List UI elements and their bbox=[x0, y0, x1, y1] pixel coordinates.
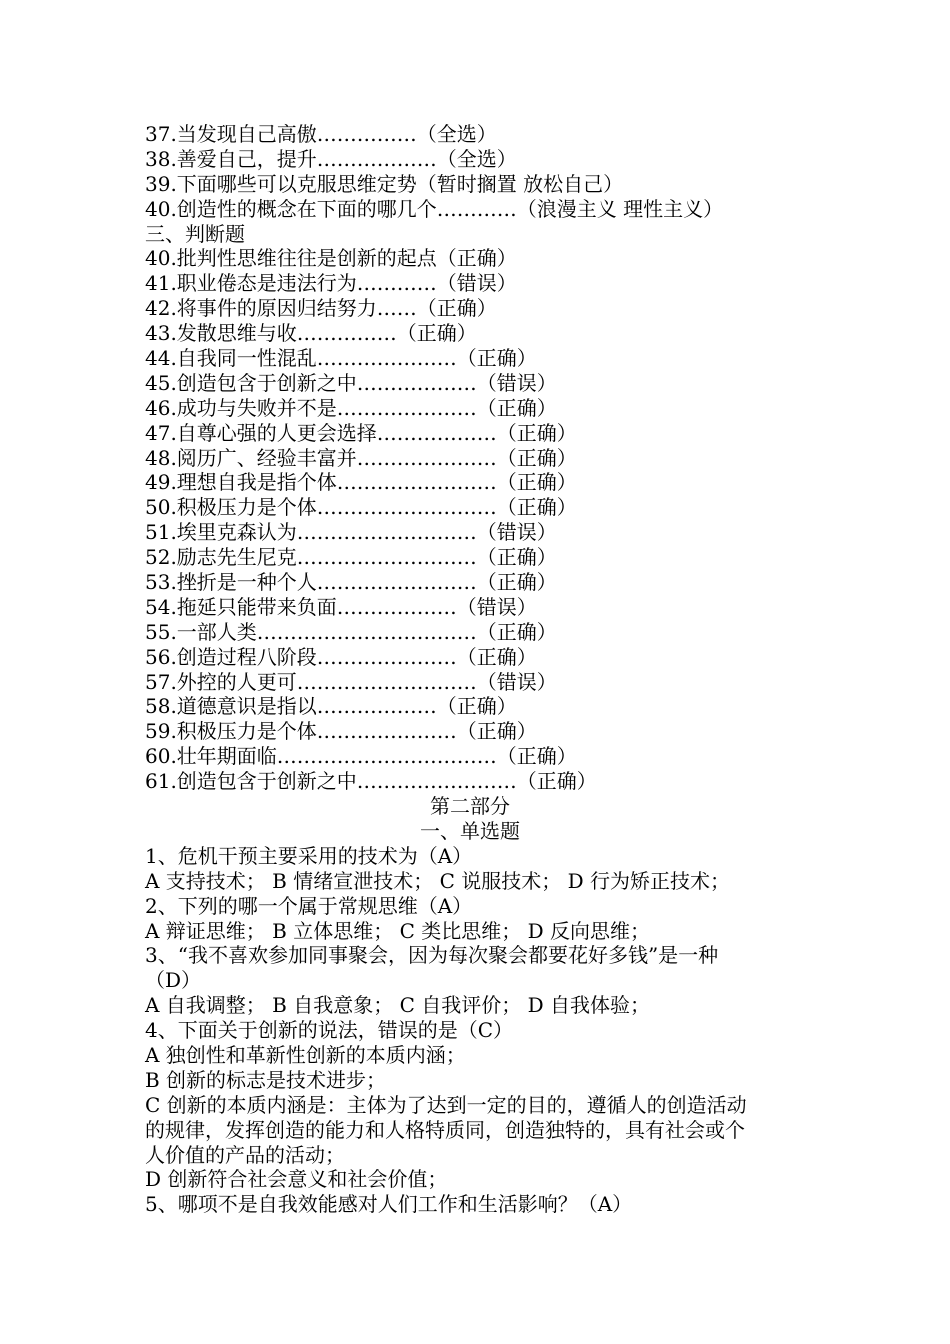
question-line: 37.当发现自己高傲……………（全选） bbox=[145, 122, 497, 146]
question-line: 58.道德意识是指以………………（正确） bbox=[145, 694, 517, 719]
question-line: 45.创造包含于创新之中………………（错误） bbox=[145, 370, 557, 395]
question-line: 44.自我同一性混乱…………………（正确） bbox=[145, 346, 537, 371]
question-line: 41.职业倦态是违法行为…………（错误） bbox=[145, 271, 517, 296]
part2-subheading: 一、单选题 bbox=[420, 818, 520, 843]
question-line: B 创新的标志是技术进步； bbox=[145, 1067, 387, 1092]
question-line: 1、危机干预主要采用的技术为（A） bbox=[145, 843, 473, 868]
question-line: 39.下面哪些可以克服思维定势（暂时搁置 放松自己） bbox=[145, 171, 624, 196]
question-line: 的规律，发挥创造的能力和人格特质同，创造独特的，具有社会或个 bbox=[145, 1117, 745, 1142]
question-line: 40.创造性的概念在下面的哪几个…………（浪漫主义 理性主义） bbox=[145, 196, 724, 221]
question-line: 49.理想自我是指个体……………………（正确） bbox=[145, 470, 577, 495]
question-line: A 支持技术； B 情绪宣泄技术； C 说服技术； D 行为矫正技术； bbox=[145, 868, 730, 893]
question-line: 59.积极压力是个体…………………（正确） bbox=[145, 719, 537, 744]
question-line: 38.善爱自己，提升………………（全选） bbox=[145, 146, 517, 171]
question-line: C 创新的本质内涵是：主体为了达到一定的目的，遵循人的创造活动 bbox=[145, 1092, 747, 1117]
question-line: 三、判断题 bbox=[145, 221, 245, 246]
question-line: D 创新符合社会意义和社会价值； bbox=[145, 1167, 448, 1192]
question-line: 2、下列的哪一个属于常规思维（A） bbox=[145, 893, 473, 918]
question-line: （D） bbox=[145, 968, 202, 993]
question-line: 57.外控的人更可………………………（错误） bbox=[145, 669, 557, 694]
part2-heading: 第二部分 bbox=[430, 794, 510, 819]
question-line: A 自我调整； B 自我意象； C 自我评价； D 自我体验； bbox=[145, 993, 650, 1018]
question-line: 61.创造包含于创新之中……………………（正确） bbox=[145, 769, 597, 794]
question-line: 54.拖延只能带来负面………………（错误） bbox=[145, 594, 537, 619]
question-line: 50.积极压力是个体………………………（正确） bbox=[145, 495, 577, 520]
part2-list bbox=[145, 844, 825, 1217]
question-line: 47.自尊心强的人更会选择………………（正确） bbox=[145, 420, 577, 445]
question-line: 5、哪项不是自我效能感对人们工作和生活影响？（A） bbox=[145, 1192, 633, 1217]
question-line: 48.阅历广、经验丰富并…………………（正确） bbox=[145, 445, 577, 470]
question-line: 52.励志先生尼克………………………（正确） bbox=[145, 545, 557, 570]
question-line: 55.一部人类……………………………（正确） bbox=[145, 619, 557, 644]
question-line: 51.埃里克森认为………………………（错误） bbox=[145, 520, 557, 545]
question-line: 4、下面关于创新的说法，错误的是（C） bbox=[145, 1018, 514, 1043]
question-line: A 辩证思维； B 立体思维； C 类比思维； D 反向思维； bbox=[145, 918, 650, 943]
question-line: 40.批判性思维往往是创新的起点（正确） bbox=[145, 246, 517, 271]
question-line: 人价值的产品的活动； bbox=[145, 1142, 345, 1167]
question-line: 43.发散思维与收……………（正确） bbox=[145, 321, 477, 346]
question-line: 46.成功与失败并不是…………………（正确） bbox=[145, 395, 557, 420]
question-line: 3、“我不喜欢参加同事聚会，因为每次聚会都要花好多钱”是一种 bbox=[145, 943, 719, 968]
document-page bbox=[145, 122, 825, 1217]
question-line: A 独创性和革新性创新的本质内涵； bbox=[145, 1042, 466, 1067]
question-line: 53.挫折是一种个人……………………（正确） bbox=[145, 570, 557, 595]
question-line: 56.创造过程八阶段…………………（正确） bbox=[145, 644, 537, 669]
question-line: 42.将事件的原因归结努力……（正确） bbox=[145, 296, 497, 321]
question-line: 60.壮年期面临……………………………（正确） bbox=[145, 744, 577, 769]
part1-list bbox=[145, 122, 825, 794]
